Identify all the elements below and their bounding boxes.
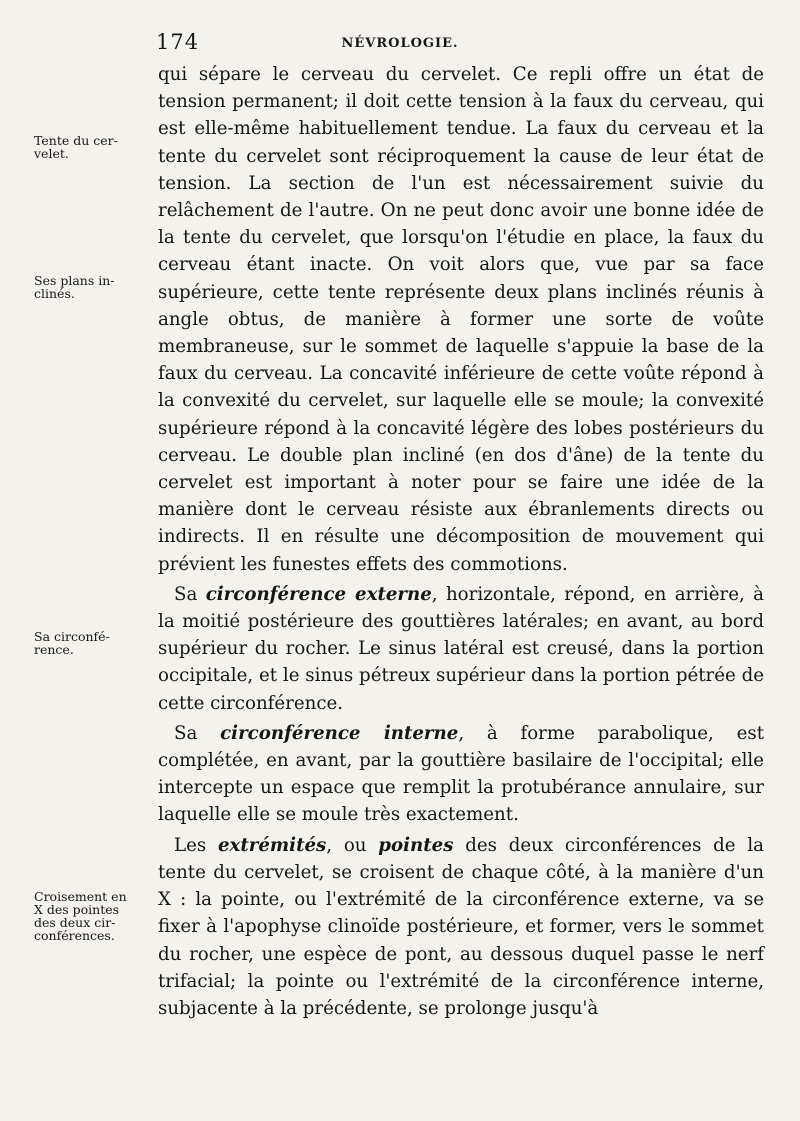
text-run: , à forme parabolique, est complétée, en avant, par la gouttière basilaire de l'occipital; elle intercepte un espace que remplit la protubérance annulaire, sur laquelle elle se moule très exactement. — [158, 722, 764, 826]
page-number: 174 — [156, 30, 200, 54]
text-run: , horizontale, répond, en arrière, à la moitié postérieure des gouttières latérales; en avant, au bord supérieur du rocher. Le sinus latéral est creusé, dans la portion occipitale, et le sinus pétreux supérieur dans la portion pétrée de cette circonférence. — [158, 583, 764, 714]
paragraph — [158, 61, 764, 578]
margin-note-tente: Tente du cer- velet. — [34, 133, 118, 161]
text-run: Les — [174, 834, 218, 856]
emphasized-term: extrémités — [217, 834, 327, 856]
emphasized-term: circonférence interne — [220, 722, 459, 744]
paragraph — [158, 720, 764, 829]
text-run: qui sépare le cerveau du cervelet. Ce repli offre un état de tension permanent; il doit cette tension à la faux du cerveau, qui est elle-même habituellement tendue. La faux du cerveau et la tente du cervelet sont réciproquement la cause de leur état de tension. La section de l'un est nécessairement suivie du relâchement de l'autre. On ne peut donc avoir une bonne idée de la tente du cervelet, que lorsqu'on l'étudie en place, la faux du cerveau étant inacte. On voit alors que, vue par sa face supérieure, cette tente représente deux plans inclinés réunis à angle obtus, de manière à former une sorte de voûte membraneuse, sur le sommet de laquelle s'appuie la base de la faux du cerveau. La concavité inférieure de cette voûte répond à la convexité du cervelet, sur laquelle elle se moule; la convexité supérieure répond à la concavité légère des lobes postérieurs du cerveau. Le double plan incliné (en dos d'âne) de la tente du cervelet est important à noter pour se faire une idée de la manière dont le cerveau résiste aux ébranlements directs ou indirects. Il en résulte une décomposition de mouvement qui prévient les funestes effets des commotions. — [158, 64, 764, 575]
body-text — [158, 61, 764, 1022]
margin-note-circonference: Sa circonfé- rence. — [34, 629, 110, 657]
emphasized-term: pointes — [378, 834, 454, 856]
text-run: des deux circonférences de la tente du cervelet, se croisent de chaque côté, à la manière d'un X : la pointe, ou l'extrémité de la circonférence externe, va se fixer à l'apophyse clinoïde postérieure, et former, vers le sommet du rocher, une espèce de pont, au dessous duquel passe le nerf trifacial; la pointe ou l'extrémité de la circonférence interne, subjacente à la précédente, se prolonge jusqu'à — [158, 834, 764, 1019]
paragraph — [158, 832, 764, 1022]
emphasized-term: circonférence externe — [205, 583, 432, 605]
running-head: NÉVROLOGIE. — [341, 36, 459, 51]
text-run: , ou — [326, 834, 379, 856]
margin-note-croisement: Croisement en X des pointes des deux cir- conférences. — [34, 889, 127, 943]
paragraph — [158, 581, 764, 717]
text-run: Sa — [174, 722, 221, 744]
text-run: Sa — [174, 583, 206, 605]
margin-note-plans: Ses plans in- clinés. — [34, 273, 115, 301]
